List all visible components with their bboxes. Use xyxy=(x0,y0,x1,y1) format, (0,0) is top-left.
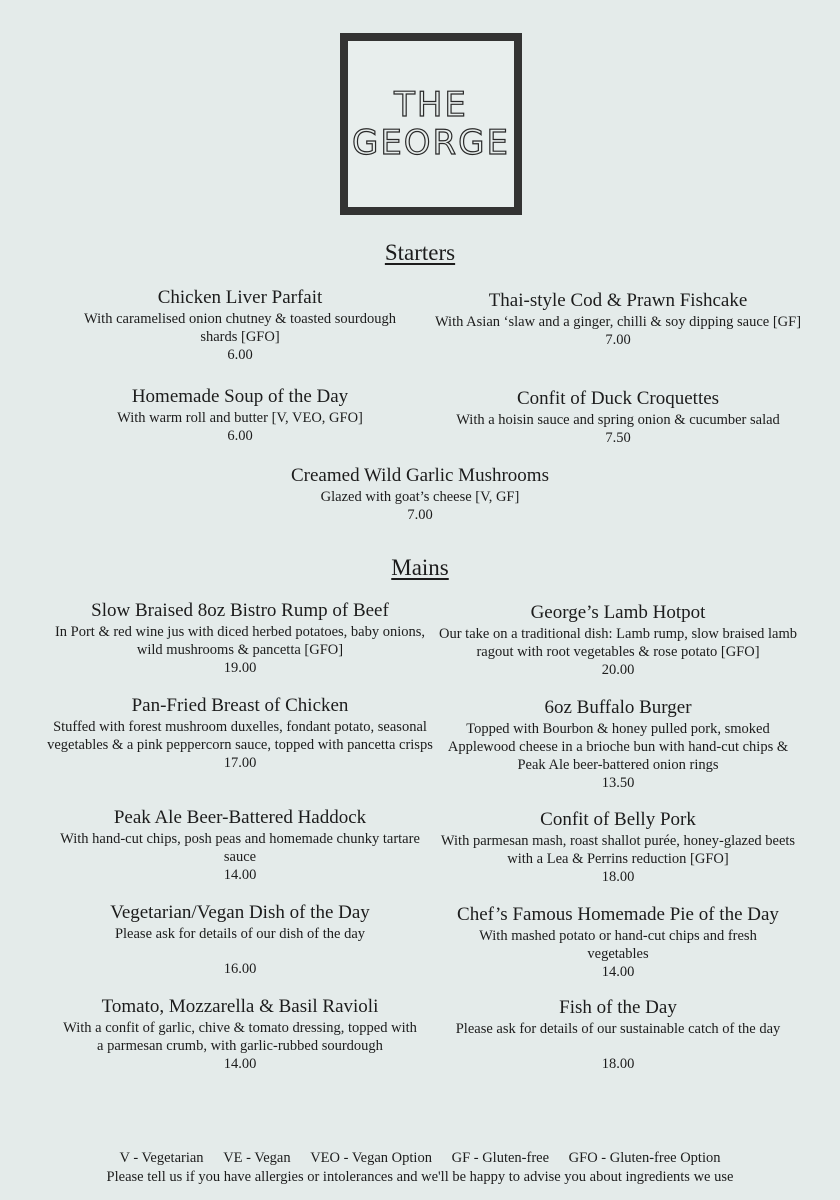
item-description: Please ask for details of our sustainable catch of the day xyxy=(455,1021,781,1037)
restaurant-logo xyxy=(340,33,522,215)
item-price: 18.00 xyxy=(601,1056,635,1072)
item-description: With hand-cut chips, posh peas and homemade chunky tartare sauce xyxy=(60,831,420,865)
item-name: Tomato, Mozzarella & Basil Ravioli xyxy=(101,996,379,1017)
item-name: Vegetarian/Vegan Dish of the Day xyxy=(110,902,370,923)
menu-item xyxy=(220,464,620,524)
item-price: 7.50 xyxy=(605,430,631,446)
item-description: Topped with Bourbon & honey pulled pork, smoked Applewood cheese in a brioche bun with hand-cut chips & Peak Ale beer-battered onion rings xyxy=(447,721,789,773)
menu-item xyxy=(40,694,440,772)
logo-inner-frame xyxy=(348,41,514,207)
logo-line-2: GEORGE xyxy=(351,123,511,163)
key-vegetarian: V - Vegetarian xyxy=(119,1150,204,1166)
menu-item xyxy=(40,806,440,884)
item-description: With a hoisin sauce and spring onion & cucumber salad xyxy=(456,412,780,428)
key-gluten-free: GF - Gluten-free xyxy=(451,1150,550,1166)
item-name: Fish of the Day xyxy=(559,997,677,1018)
item-price: 14.00 xyxy=(601,964,635,980)
item-name: Confit of Duck Croquettes xyxy=(516,388,720,409)
menu-item xyxy=(40,901,440,978)
menu-item xyxy=(40,599,440,677)
item-description: Glazed with goat’s cheese [V, GF] xyxy=(320,489,520,505)
item-description: With Asian ‘slaw and a ginger, chilli & soy dipping sauce [GF] xyxy=(434,314,802,330)
item-price: 7.00 xyxy=(605,332,631,348)
item-description: In Port & red wine jus with diced herbed potatoes, baby onions, wild mushrooms & pancetta [GFO] xyxy=(54,624,426,658)
menu-item xyxy=(433,387,803,447)
item-price: 6.00 xyxy=(227,428,253,444)
item-description: With warm roll and butter [V, VEO, GFO] xyxy=(117,410,363,426)
item-price: 19.00 xyxy=(223,660,257,676)
item-description: With mashed potato or hand-cut chips and fresh vegetables xyxy=(479,928,757,962)
item-price: 13.50 xyxy=(601,775,635,791)
menu-footer xyxy=(0,1149,840,1187)
allergy-note: Please tell us if you have allergies or intolerances and we'll be happy to advise you about ingredients we use xyxy=(106,1169,734,1185)
item-description: Please ask for details of our dish of the day xyxy=(114,926,366,942)
key-vegan: VE - Vegan xyxy=(223,1150,291,1166)
menu-item xyxy=(40,385,440,445)
item-price: 6.00 xyxy=(227,347,253,363)
item-price: 18.00 xyxy=(601,869,635,885)
menu-item xyxy=(433,289,803,349)
item-name: Chef’s Famous Homemade Pie of the Day xyxy=(457,904,779,925)
item-description: Our take on a traditional dish: Lamb rump, slow braised lamb ragout with root vegetables & rose potato [GFO] xyxy=(439,626,797,660)
item-price: 20.00 xyxy=(601,662,635,678)
menu-item xyxy=(433,903,803,981)
dietary-key xyxy=(0,1149,840,1168)
key-gluten-free-option: GFO - Gluten-free Option xyxy=(568,1150,721,1166)
item-description: With parmesan mash, roast shallot purée, honey-glazed beets with a Lea & Perrins reduction [GFO] xyxy=(440,833,796,867)
starters-heading: Starters xyxy=(384,240,456,265)
item-description: With a confit of garlic, chive & tomato dressing, topped with a parmesan crumb, with garlic-rubbed sourdough xyxy=(63,1020,417,1054)
item-name: George’s Lamb Hotpot xyxy=(530,602,706,623)
item-description: With caramelised onion chutney & toasted sourdough shards [GFO] xyxy=(84,311,396,345)
item-name: Homemade Soup of the Day xyxy=(131,386,349,407)
menu-item xyxy=(433,601,803,679)
item-name: Slow Braised 8oz Bistro Rump of Beef xyxy=(91,600,389,621)
menu-item xyxy=(433,996,803,1073)
menu-item xyxy=(433,808,803,886)
menu-item xyxy=(433,696,803,792)
item-name: Peak Ale Beer-Battered Haddock xyxy=(113,807,367,828)
logo-line-1: THE xyxy=(394,85,468,125)
item-name: Pan-Fried Breast of Chicken xyxy=(131,695,349,716)
item-price: 16.00 xyxy=(223,961,257,977)
menu-item xyxy=(40,995,440,1073)
menu-item xyxy=(40,286,440,364)
item-price: 17.00 xyxy=(223,755,257,771)
item-description: Stuffed with forest mushroom duxelles, fondant potato, seasonal vegetables & a pink peppercorn sauce, topped with pancetta crisps xyxy=(47,719,433,753)
item-name: Confit of Belly Pork xyxy=(540,809,696,830)
item-price: 14.00 xyxy=(223,867,257,883)
item-name: Creamed Wild Garlic Mushrooms xyxy=(291,465,549,486)
item-price: 7.00 xyxy=(407,507,433,523)
item-name: 6oz Buffalo Burger xyxy=(544,697,692,718)
item-name: Thai-style Cod & Prawn Fishcake xyxy=(488,290,748,311)
item-name: Chicken Liver Parfait xyxy=(157,287,323,308)
key-vegan-option: VEO - Vegan Option xyxy=(310,1150,432,1166)
item-price: 14.00 xyxy=(223,1056,257,1072)
mains-heading: Mains xyxy=(391,555,449,580)
